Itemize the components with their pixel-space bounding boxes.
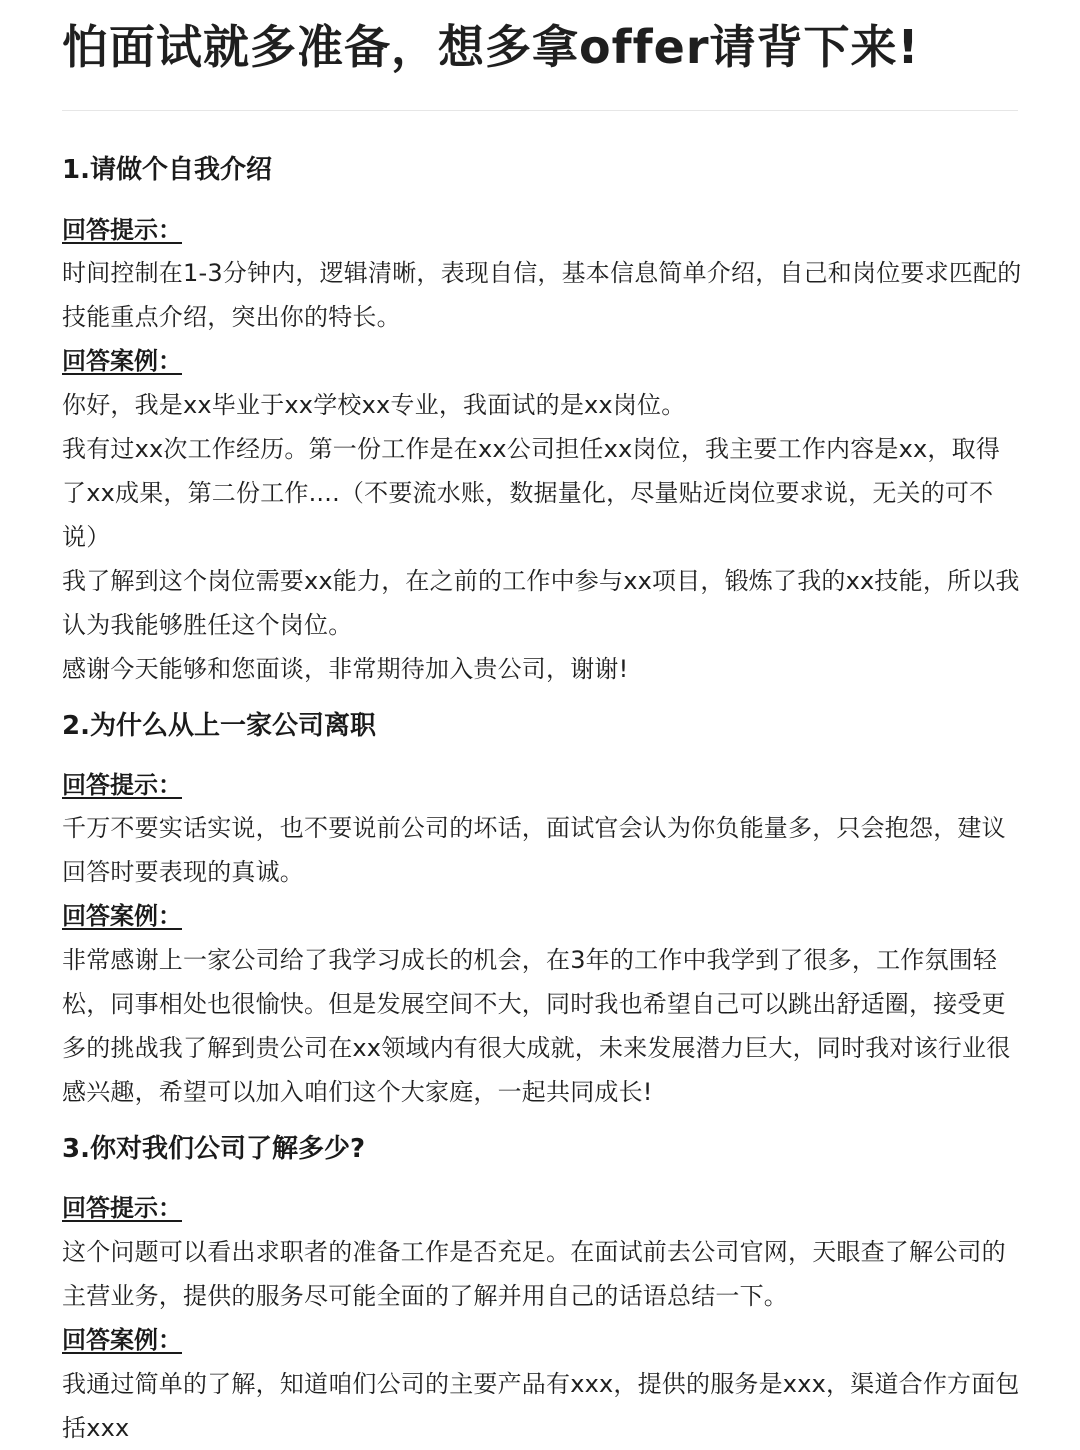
example-line-1-3: 我了解到这个岗位需要xx能力，在之前的工作中参与xx项目，锻炼了我的xx技能，所以我认为我能够胜任这个岗位。 xyxy=(62,567,1020,639)
article-title: 怕面试就多准备，想多拿offer请背下来! xyxy=(62,20,920,74)
hint-label-2: 回答提示： xyxy=(62,771,182,799)
hint-text-1: 时间控制在1-3分钟内，逻辑清晰，表现自信，基本信息简单介绍，自己和岗位要求匹配的技能重点介绍，突出你的特长。 xyxy=(62,259,1022,331)
question-heading-2: 2.为什么从上一家公司离职 xyxy=(62,711,376,741)
example-line-1-2: 我有过xx次工作经历。第一份工作是在xx公司担任xx岗位，我主要工作内容是xx，取得了xx成果，第二份工作....（不要流水账，数据量化，尽量贴近岗位要求说，无关的可不说） xyxy=(62,435,1001,551)
example-line-3-1: 我通过简单的了解，知道咱们公司的主要产品有xxx，提供的服务是xxx，渠道合作方面包括xxx xyxy=(62,1370,1020,1442)
example-line-2-1: 非常感谢上一家公司给了我学习成长的机会，在3年的工作中我学到了很多，工作氛围轻松，同事相处也很愉快。但是发展空间不大，同时我也希望自己可以跳出舒适圈，接受更多的挑战我了解到贵公司在xx领域内有很大成就，未来发展潜力巨大，同时我对该行业很感兴趣，希望可以加入咱们这个大家庭，一起共同成长! xyxy=(62,946,1011,1106)
question-heading-1: 1.请做个自我介绍 xyxy=(62,155,272,185)
hint-text-2: 千万不要实话实说，也不要说前公司的坏话，面试官会认为你负能量多，只会抱怨，建议回答时要表现的真诚。 xyxy=(62,814,1006,886)
title-divider xyxy=(62,110,1018,111)
example-label-3: 回答案例： xyxy=(62,1326,182,1354)
example-line-1-1: 你好，我是xx毕业于xx学校xx专业，我面试的是xx岗位。 xyxy=(62,391,686,419)
hint-label-1: 回答提示： xyxy=(62,216,182,244)
hint-text-3: 这个问题可以看出求职者的准备工作是否充足。在面试前去公司官网，天眼查了解公司的主营业务，提供的服务尽可能全面的了解并用自己的话语总结一下。 xyxy=(62,1238,1006,1310)
question-heading-3: 3.你对我们公司了解多少? xyxy=(62,1134,366,1164)
example-line-1-4: 感谢今天能够和您面谈，非常期待加入贵公司，谢谢! xyxy=(62,655,629,683)
example-label-2: 回答案例： xyxy=(62,902,182,930)
example-label-1: 回答案例： xyxy=(62,347,182,375)
hint-label-3: 回答提示： xyxy=(62,1194,182,1222)
